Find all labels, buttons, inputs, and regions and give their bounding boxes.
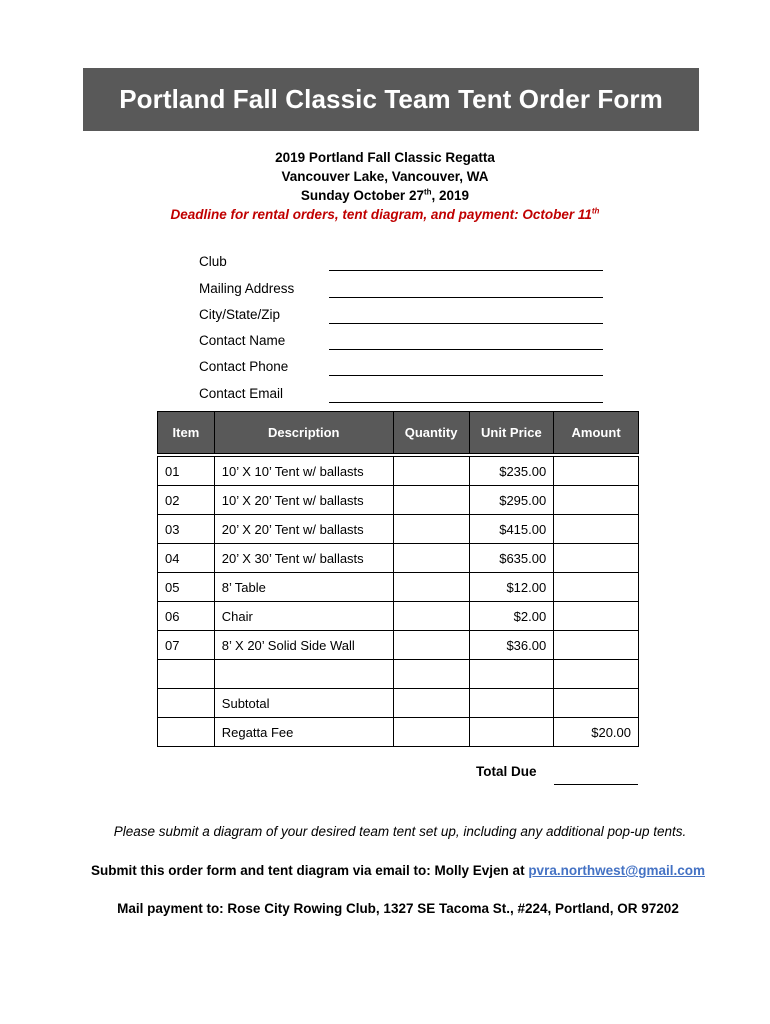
event-date <box>0 186 770 205</box>
mail-instructions: Mail payment to: Rose City Rowing Club, 1327 SE Tacoma St., #224, Portland, OR 97202 <box>117 901 679 916</box>
header-amount: Amount <box>554 412 639 454</box>
cell-unit-price <box>469 718 554 747</box>
cell-amount[interactable] <box>554 544 639 573</box>
subtotal-row <box>158 689 639 718</box>
table-row <box>158 486 639 515</box>
table-row <box>158 515 639 544</box>
cell-description: 10’ X 10’ Tent w/ ballasts <box>214 457 393 486</box>
regatta-fee-row <box>158 718 639 747</box>
field-contact-email <box>199 376 609 402</box>
field-label: Mailing Address <box>199 280 295 296</box>
cell-unit-price: $2.00 <box>469 602 554 631</box>
subtotal-label: Subtotal <box>214 689 393 718</box>
cell-quantity[interactable] <box>393 573 469 602</box>
regatta-fee-label: Regatta Fee <box>214 718 393 747</box>
field-label: City/State/Zip <box>199 306 281 322</box>
cell-unit-price: $235.00 <box>469 457 554 486</box>
email-instructions <box>0 863 770 878</box>
total-due-input-line[interactable] <box>554 784 638 785</box>
table-row <box>158 573 639 602</box>
form-title-banner <box>83 68 699 131</box>
cell-item: 06 <box>158 602 215 631</box>
cell-item: 07 <box>158 631 215 660</box>
header-quantity: Quantity <box>393 412 469 454</box>
cell-description <box>214 660 393 689</box>
contact-fields <box>199 245 609 403</box>
cell-amount[interactable] <box>554 631 639 660</box>
cell-quantity[interactable] <box>393 486 469 515</box>
cell-description: 8’ X 20’ Solid Side Wall <box>214 631 393 660</box>
deadline-text: Deadline for rental orders, tent diagram, and payment: October 11 <box>170 207 592 222</box>
field-contact-phone <box>199 350 609 376</box>
cell-item <box>158 718 215 747</box>
cell-amount[interactable] <box>554 515 639 544</box>
table-row <box>158 602 639 631</box>
field-label: Club <box>199 254 227 270</box>
deadline-sup: th <box>591 206 600 216</box>
cell-amount[interactable] <box>554 660 639 689</box>
cell-item <box>158 660 215 689</box>
field-mailing-address <box>199 271 609 297</box>
cell-amount[interactable] <box>554 602 639 631</box>
cell-unit-price: $635.00 <box>469 544 554 573</box>
cell-description: Chair <box>214 602 393 631</box>
email-link[interactable]: pvra.northwest@gmail.com <box>528 863 706 878</box>
table-row <box>158 660 639 689</box>
field-label: Contact Phone <box>199 359 289 375</box>
header-item: Item <box>158 412 215 454</box>
event-location: Vancouver Lake, Vancouver, WA <box>281 169 489 184</box>
contact-phone-input-line[interactable] <box>329 357 603 376</box>
cell-unit-price: $295.00 <box>469 486 554 515</box>
cell-unit-price: $12.00 <box>469 573 554 602</box>
cell-unit-price: $415.00 <box>469 515 554 544</box>
club-input-line[interactable] <box>329 252 603 271</box>
header-description: Description <box>214 412 393 454</box>
cell-amount[interactable] <box>554 457 639 486</box>
event-date-sup: th <box>423 187 432 197</box>
cell-description: 20’ X 20’ Tent w/ ballasts <box>214 515 393 544</box>
form-title: Portland Fall Classic Team Tent Order Form <box>119 84 663 114</box>
cell-quantity[interactable] <box>393 515 469 544</box>
event-info <box>0 148 770 224</box>
subtotal-amount[interactable] <box>554 689 639 718</box>
order-table <box>157 411 639 747</box>
regatta-fee-amount: $20.00 <box>554 718 639 747</box>
field-label: Contact Name <box>199 333 286 349</box>
cell-description: 10’ X 20’ Tent w/ ballasts <box>214 486 393 515</box>
cell-unit-price: $36.00 <box>469 631 554 660</box>
cell-quantity[interactable] <box>393 544 469 573</box>
contact-name-input-line[interactable] <box>329 331 603 350</box>
cell-item: 05 <box>158 573 215 602</box>
cell-description: 8’ Table <box>214 573 393 602</box>
order-table-header <box>158 412 639 454</box>
cell-unit-price <box>469 689 554 718</box>
cell-quantity[interactable] <box>393 602 469 631</box>
mailing-address-input-line[interactable] <box>329 279 603 298</box>
table-row <box>158 544 639 573</box>
field-club <box>199 245 609 271</box>
deadline-notice <box>0 205 770 224</box>
table-row <box>158 457 639 486</box>
event-date-suffix: , 2019 <box>431 188 470 203</box>
cell-item: 02 <box>158 486 215 515</box>
cell-item <box>158 689 215 718</box>
cell-item: 03 <box>158 515 215 544</box>
field-contact-name <box>199 324 609 350</box>
header-unit-price: Unit Price <box>469 412 554 454</box>
cell-item: 04 <box>158 544 215 573</box>
contact-email-input-line[interactable] <box>329 384 603 403</box>
cell-amount[interactable] <box>554 486 639 515</box>
cell-item: 01 <box>158 457 215 486</box>
cell-quantity[interactable] <box>393 660 469 689</box>
city-state-zip-input-line[interactable] <box>329 305 603 324</box>
diagram-note: Please submit a diagram of your desired team tent set up, including any additional pop-up tents. <box>113 824 687 839</box>
cell-amount[interactable] <box>554 573 639 602</box>
cell-quantity <box>393 689 469 718</box>
cell-quantity <box>393 718 469 747</box>
field-label: Contact Email <box>199 385 284 401</box>
event-date-prefix: Sunday October 27 <box>300 188 424 203</box>
field-city-state-zip <box>199 298 609 324</box>
cell-quantity[interactable] <box>393 631 469 660</box>
email-prefix: Submit this order form and tent diagram via email to: Molly Evjen at <box>90 863 529 878</box>
event-name: 2019 Portland Fall Classic Regatta <box>275 150 495 165</box>
total-due-label: Total Due <box>476 764 537 779</box>
cell-unit-price <box>469 660 554 689</box>
cell-description: 20’ X 30’ Tent w/ ballasts <box>214 544 393 573</box>
cell-quantity[interactable] <box>393 457 469 486</box>
table-row <box>158 631 639 660</box>
